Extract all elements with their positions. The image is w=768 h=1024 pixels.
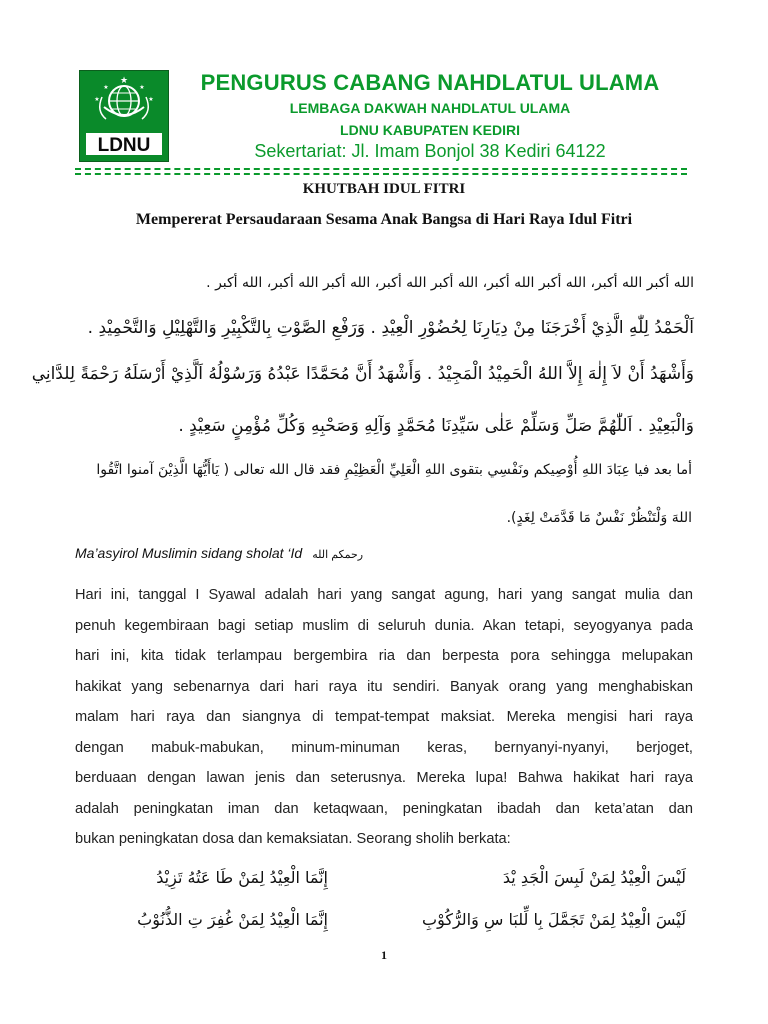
svg-text:★: ★ [94, 96, 100, 103]
poem-verse: لَيْسَ الْعِيْدُ لِمَنْ تَجَمَّلَ بِا لِّلبَا سِ وَالرُّكُوْبِ [422, 910, 686, 929]
branch-name: LDNU KABUPATEN KEDIRI [340, 122, 520, 138]
salutation [75, 545, 363, 561]
svg-text:★: ★ [148, 96, 154, 103]
body-line: penuh kegembiraan bagi setiap muslim di seluruh dunia. Akan tetapi, seyogyanya pada [75, 617, 693, 634]
arabic-line: وَأَشْهَدُ أَنْ لاَ إِلٰهَ إِلاَّ اللهُ الْحَمِيْدُ الْمَجِيْدُ . وَأَشْهَدُ أَنَّ مُحَمَّدًا عَبْدُهُ وَرَسُوْلُهُ اَلَّذِيْ أَرْسَلَهُ رَحْمَةً لِلدَّانِي [31, 364, 694, 384]
body-line: bukan peningkatan dosa dan kemaksiatan. Seorang sholih berkata: [75, 831, 511, 847]
salutation-arabic: رحمكم الله [312, 549, 364, 561]
logo-text: LDNU [97, 135, 151, 156]
arabic-line: اللهَ وَلْتَنْظُرْ نَفْسٌ مَا قَدَّمَتْ لِغَدٍ). [506, 510, 692, 526]
sub-org-name: LEMBAGA DAKWAH NAHDLATUL ULAMA [289, 100, 571, 116]
arabic-line: اَلْحَمْدُ لِلّٰهِ الَّذِيْ أَخْرَجَنَا مِنْ دِيَارِنَا لِحُضُوْرِ الْعِيْدِ . وَرَفْعِ الصَّوْتِ بِالتَّكْبِيْرِ وَالتَّهْلِيْلِ وَالتَّحْمِيْدِ . [87, 318, 694, 338]
org-name: PENGURUS CABANG NAHDLATUL ULAMA [200, 70, 660, 95]
ldnu-logo [79, 70, 169, 162]
poem-verse: إِنَّمَا الْعِيْدُ لِمَنْ طَا عَتُهُ تَزِيْدُ [156, 868, 328, 887]
body-line: Hari ini, tanggal I Syawal adalah hari yang sangat agung, hari yang sangat mulia dan [75, 587, 693, 603]
svg-text:★: ★ [119, 76, 129, 86]
body-line: hari ini, kita tidak terlampau bergembira ria dan berpesta pora sehingga melupakan [75, 648, 693, 664]
body-line: dengan mabuk-mabukan, minum-minuman keras, bernyanyi-nyanyi, berjoget, [75, 739, 693, 756]
globe-emblem-icon [80, 71, 168, 161]
document-title: KHUTBAH IDUL FITRI [302, 181, 466, 197]
poem-verse: إِنَّمَا الْعِيْدُ لِمَنْ غُفِرَ تِ الذُّنُوْبُ [137, 910, 328, 929]
body-line: hakikat yang sebenarnya dari hari raya itu sendiri. Banyak orang yang menghabiskan [75, 678, 693, 695]
body-paragraph [75, 580, 693, 855]
header-rule-bottom [75, 173, 687, 175]
page-number: 1 [381, 948, 387, 962]
arabic-line: أما بعد فيا عِبَادَ اللهِ أُوْصِيكم ونَفْسِي بتقوى اللهِ الْعَلِيِّ الْعَظِيْمِ فقد قال الله تعالى ( يَاأَيُّهَا الَّذِيْنَ آمنوا اتَّقُوا [96, 462, 692, 478]
body-line: berduaan dengan lawan jenis dan seterusnya. Mereka lupa! Bahwa hakikat hari raya [75, 770, 693, 786]
arabic-line: وَالْبَعِيْدِ . اَللّٰهُمَّ صَلِّ وَسَلِّمْ عَلٰى سَيِّدِنَا مُحَمَّدٍ وَآلِهِ وَصَحْبِهِ وَكُلِّ مُؤْمِنٍ سَعِيْدٍ . [178, 416, 694, 436]
body-line: adalah peningkatan iman dan ketaqwaan, peningkatan ibadah dan keta’atan dan [75, 800, 693, 817]
arabic-line: الله أكبر الله أكبر، الله أكبر الله أكبر، الله أكبر الله أكبر، الله أكبر الله أكبر، الله أكبر . [206, 275, 694, 291]
salutation-text: Ma’asyirol Muslimin sidang sholat ‘Id [75, 545, 303, 561]
poem-verse: لَيْسَ الْعِيْدُ لِمَنْ لَبِسَ الْجَدِ يْدَ [502, 868, 686, 887]
address: Sekertariat: Jl. Imam Bonjol 38 Kediri 64122 [254, 141, 606, 161]
body-line: malam hari raya dan siangnya di tempat-tempat maksiat. Mereka mengisi hari raya [75, 709, 693, 725]
document-subtitle: Mempererat Persaudaraan Sesama Anak Bangsa di Hari Raya Idul Fitri [135, 211, 633, 228]
svg-text:★: ★ [103, 84, 109, 91]
svg-text:★: ★ [139, 84, 145, 91]
header-rule-top [75, 168, 687, 170]
